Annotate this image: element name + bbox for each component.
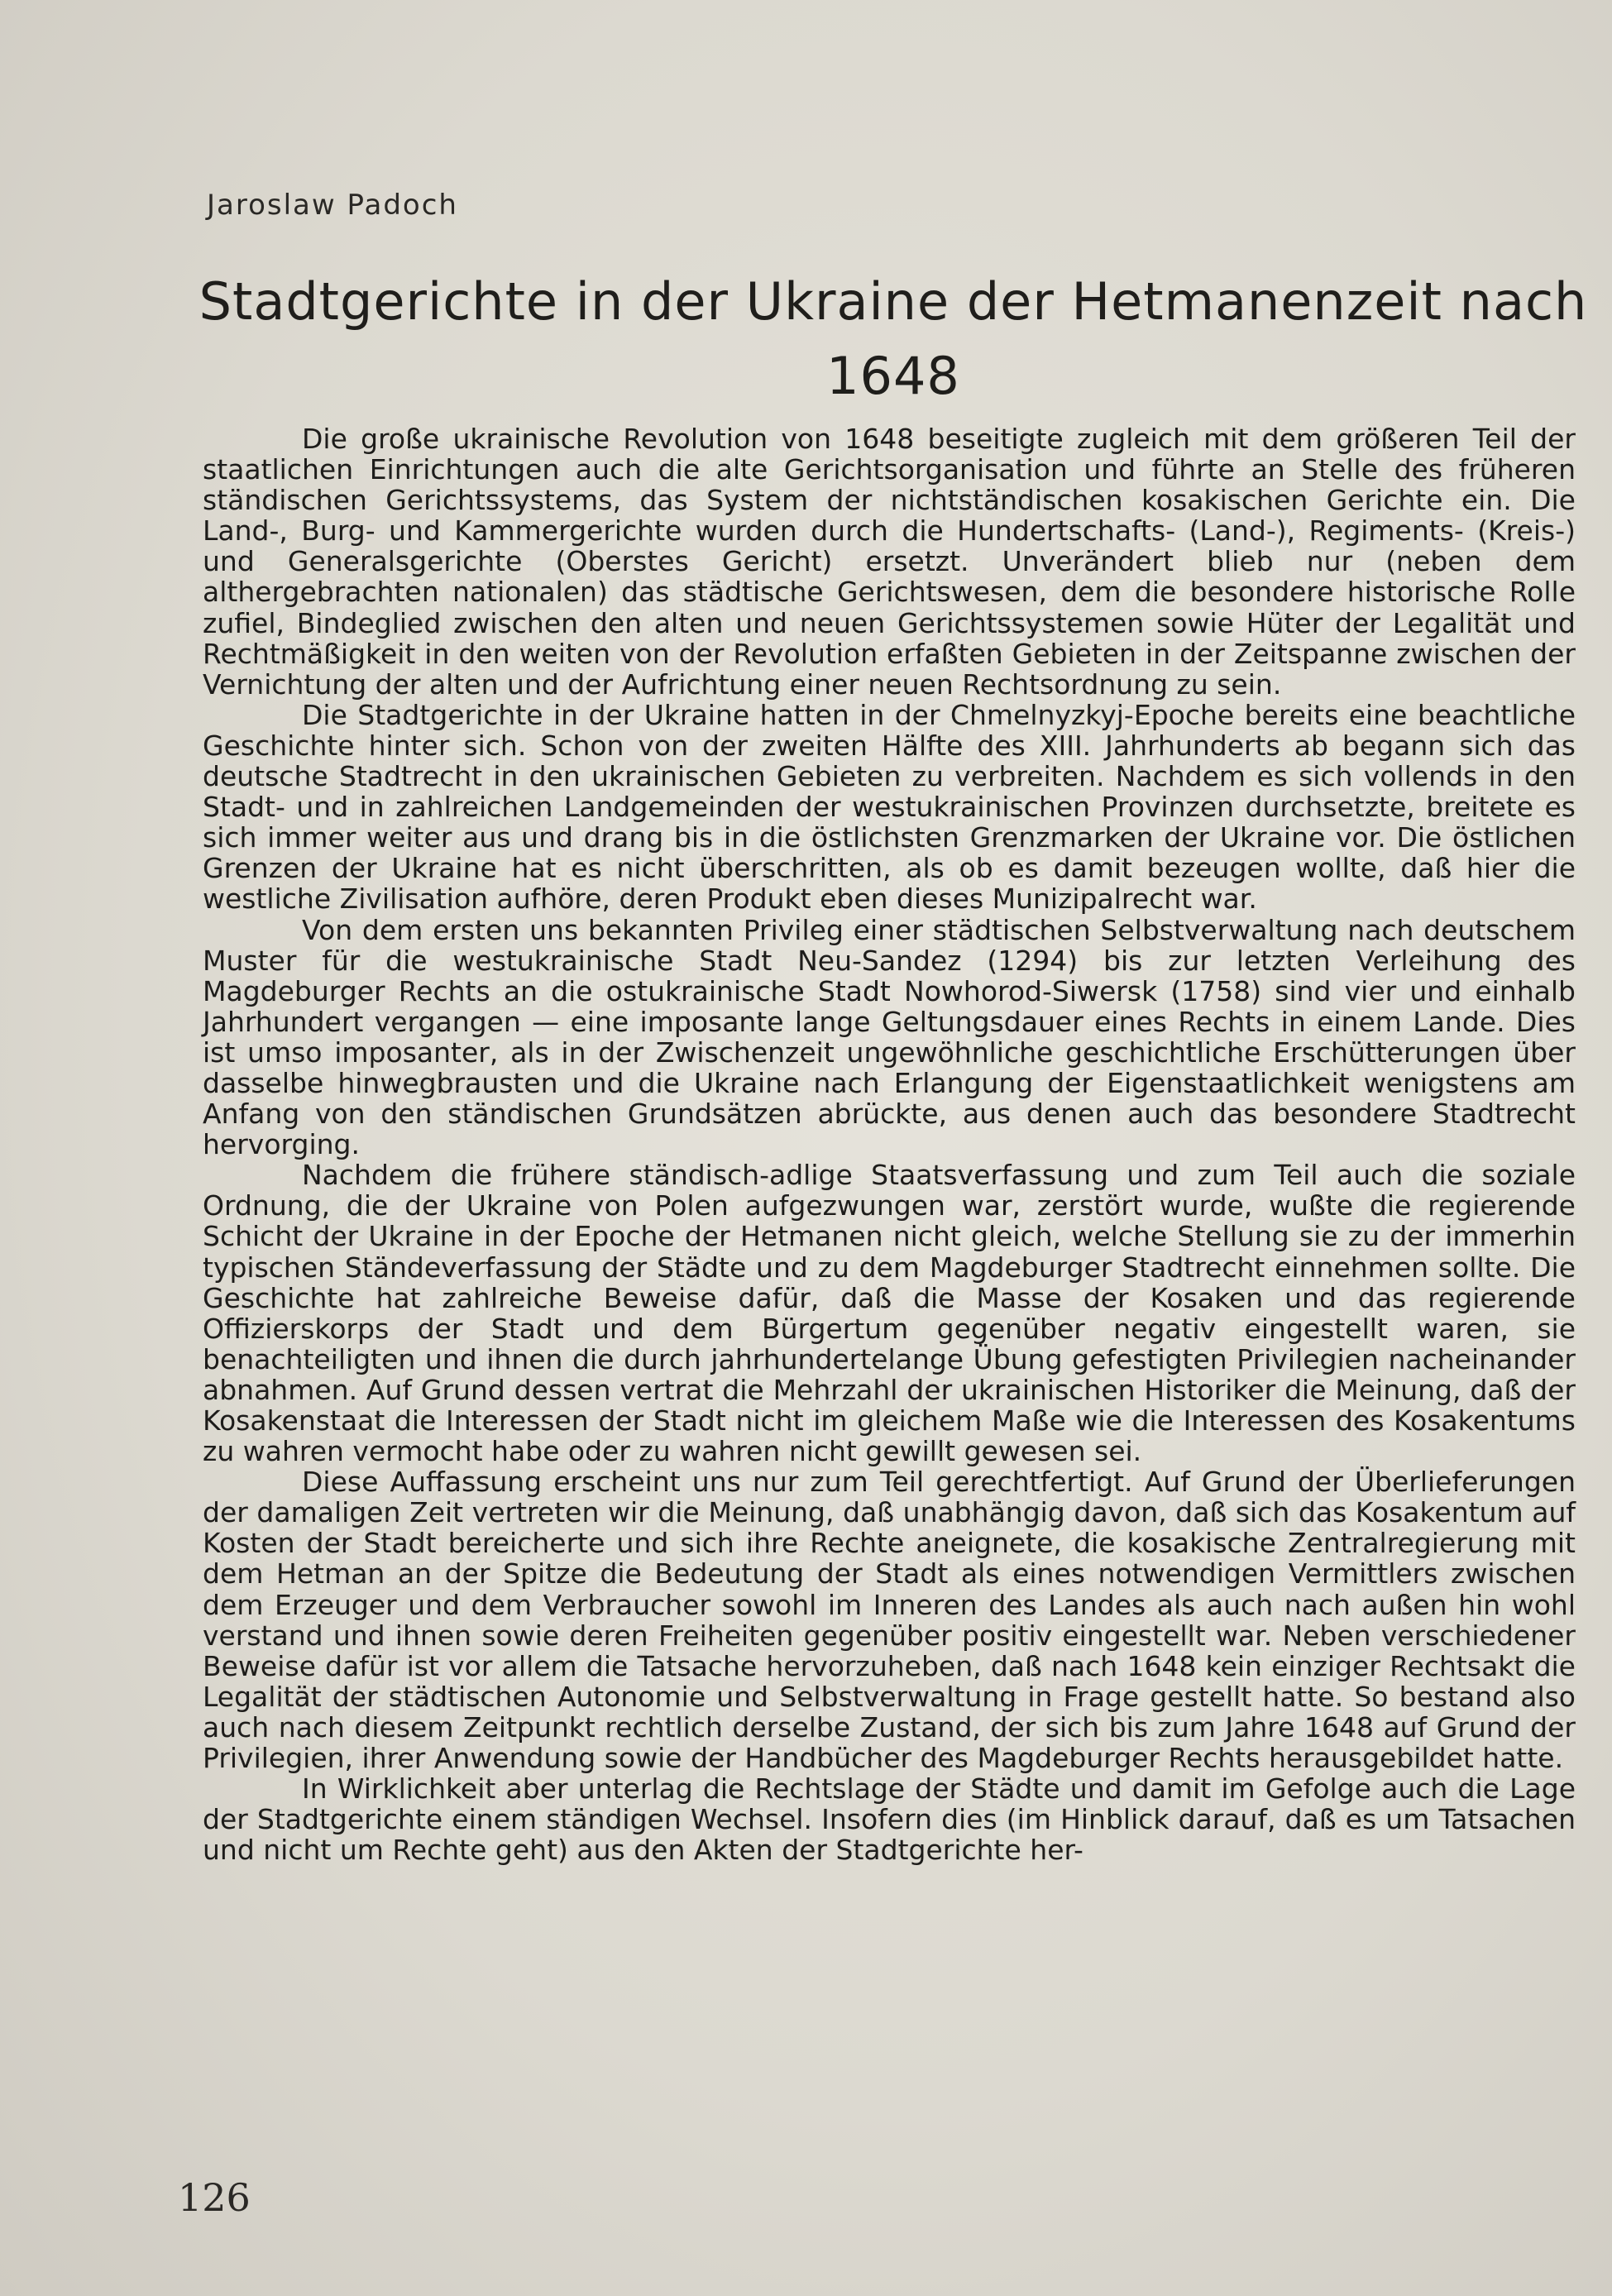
paragraph: Von dem ersten uns bekannten Privileg einer städtischen Selbstverwaltung nach deutschem Muster für die westukrainische Stadt Neu-Sandez (1294) bis zur letzten Verleihung des Magdeburger Rechts an die ostukrainische Stadt Nowhorod-Siwersk (1758) sind vier und einhalb Jahrhundert vergangen — eine imposante lange Geltungsdauer eines Rechts in einem Lande. Dies ist umso imposanter, als in der Zwischenzeit ungewöhnliche geschichtliche Erschütterungen über dasselbe hinwegbrausten und die Ukraine nach Erlangung der Eigenstaatlichkeit wenigstens am Anfang von den ständischen Grundsätzen abrückte, aus denen auch das besondere Stadtrecht hervorging. [203, 913, 1576, 1161]
paragraph: Die Stadtgerichte in der Ukraine hatten in der Chmelnyzkyj-Epoche bereits eine beachtliche Geschichte hinter sich. Schon von der zweiten Hälfte des XIII. Jahrhunderts ab begann sich das deutsche Stadtrecht in den ukrainischen Gebieten zu verbreiten. Nachdem es sich vollends in den Stadt- und in zahlreichen Landgemeinden der westukrainischen Provinzen durchsetzte, breitete es sich immer weiter aus und drang bis in die östlichsten Grenzmarken der Ukraine vor. Die östlichen Grenzen der Ukraine hat es nicht überschritten, als ob es damit bezeugen wollte, daß hier die westliche Zivilisation aufhöre, deren Produkt eben dieses Munizipalrecht war. [203, 698, 1576, 916]
paragraph: Nachdem die frühere ständisch-adlige Staatsverfassung und zum Teil auch die soziale Ordnung, die der Ukraine von Polen aufgezwungen war, zerstört wurde, wußte die regierende Schicht der Ukraine in der Epoche der Hetmanen nicht gleich, welche Stellung sie zu der immerhin typischen Ständeverfassung der Städte und zu dem Magdeburger Stadtrecht einnehmen sollte. Die Geschichte hat zahlreiche Beweise dafür, daß die Masse der Kosaken und das regierende Offizierskorps der Stadt und dem Bürgertum gegenüber negativ eingestellt waren, sie benachteiligten und ihnen die durch jahrhundertelange Übung gefestigten Privilegien nacheinander abnahmen. Auf Grund dessen vertrat die Mehrzahl der ukrainischen Historiker die Meinung, daß der Kosakenstaat die Interessen der Stadt nicht im gleichem Maße wie die Interessen des Kosakentums zu wahren vermocht habe oder zu wahren nicht gewillt gewesen sei. [203, 1159, 1576, 1468]
paragraph: Diese Auffassung erscheint uns nur zum Teil gerechtfertigt. Auf Grund der Überlieferungen der damaligen Zeit vertreten wir die Meinung, daß unabhängig davon, daß sich das Kosakentum auf Kosten der Stadt bereicherte und sich ihre Rechte aneignete, die kosakische Zentralregierung mit dem Hetman an der Spitze die Bedeutung der Stadt als eines notwendigen Vermittlers zwischen dem Erzeuger und dem Verbraucher sowohl im Inneren des Landes als auch nach außen hin wohl verstand und ihnen sowie deren Freiheiten gegenüber positiv eingestellt war. Neben verschiedener Beweise dafür ist vor allem die Tatsache hervorzuheben, daß nach 1648 kein einziger Rechtsakt die Legalität der städtischen Autonomie und Selbstverwaltung in Frage gestellt hatte. So bestand also auch nach diesem Zeitpunkt rechtlich derselbe Zustand, der sich bis zum Jahre 1648 auf Grund der Privilegien, ihrer Anwendung sowie der Handbücher des Magdeburger Rechts herausgebildet hatte. [203, 1466, 1576, 1775]
article-body [203, 423, 1576, 1865]
author-name: Jaroslaw Padoch [207, 189, 458, 222]
article-title: Stadtgerichte in der Ukraine der Hetmanenzeit nach 1648 [199, 271, 1588, 406]
paragraph: In Wirklichkeit aber unterlag die Rechtslage der Städte und damit im Gefolge auch die Lage der Stadtgerichte einem ständigen Wechsel. Insofern dies (im Hinblick darauf, daß es um Tatsachen und nicht um Rechte geht) aus den Akten der Stadtgerichte her- [203, 1772, 1576, 1867]
paragraph: Die große ukrainische Revolution von 1648 beseitigte zugleich mit dem größeren Teil der staatlichen Einrichtungen auch die alte Gerichtsorganisation und führte an Stelle des früheren ständischen Gerichtssystems, das System der nichtständischen kosakischen Gerichte ein. Die Land-, Burg- und Kammergerichte wurden durch die Hundertschafts- (Land-), Regiments- (Kreis-) und Generalsgerichte (Oberstes Gericht) ersetzt. Unverändert blieb nur (neben dem althergebrachten nationalen) das städtische Gerichtswesen, dem die besondere historische Rolle zufiel, Bindeglied zwischen den alten und neuen Gerichtssystemen sowie Hüter der Legalität und Rechtmäßigkeit in den weiten von der Revolution erfaßten Gebieten in der Zeitspanne zwischen der Vernichtung der alten und der Aufrichtung einer neuen Rechtsordnung zu sein. [203, 423, 1576, 701]
page-number: 126 [178, 2175, 251, 2220]
